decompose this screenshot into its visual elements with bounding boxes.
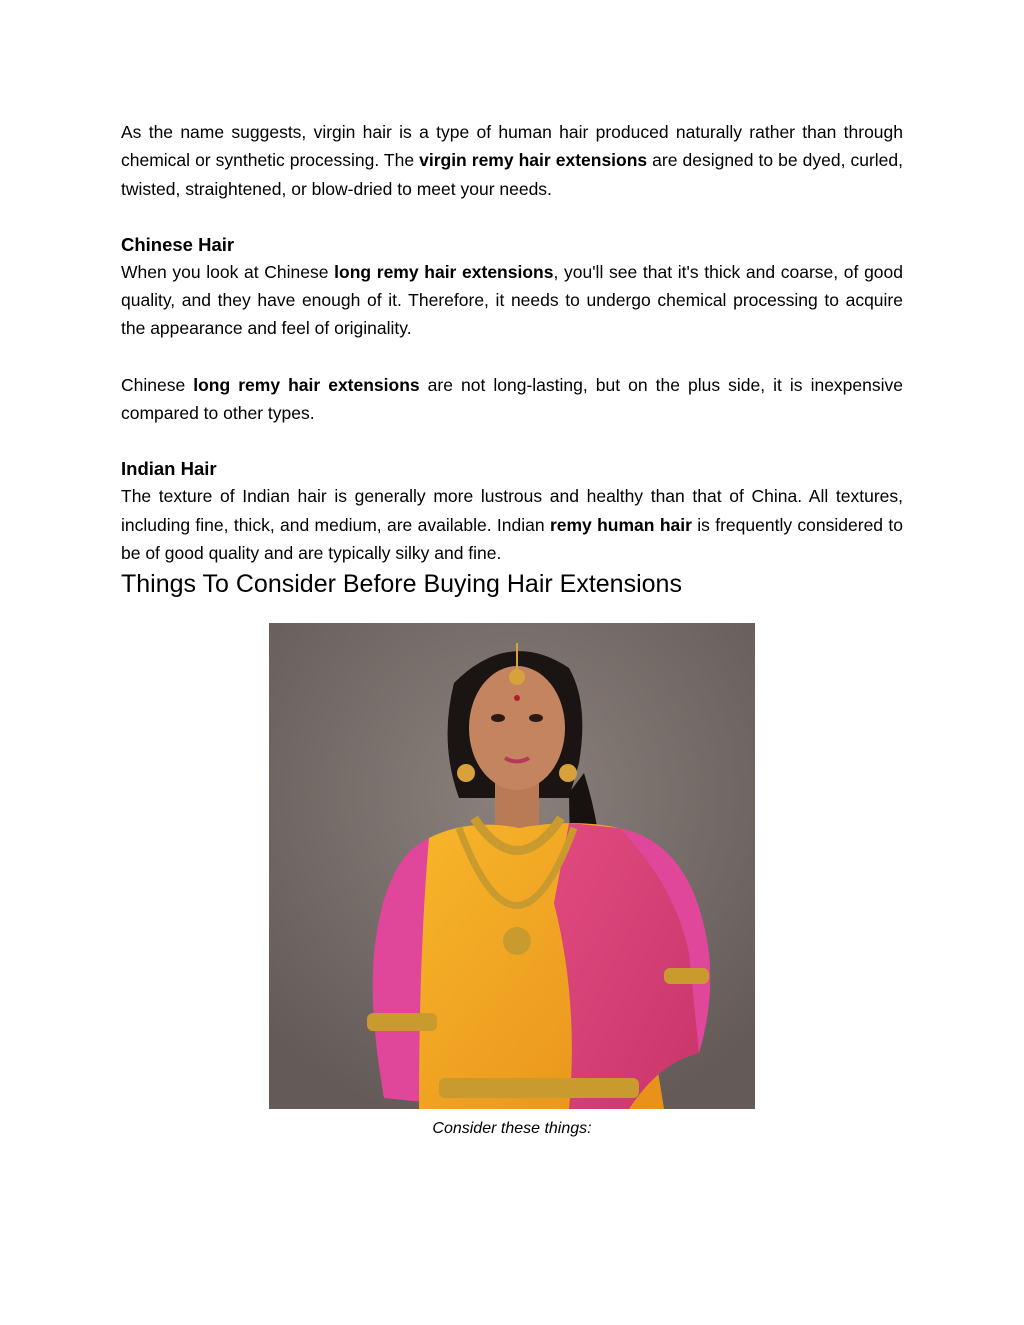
indian-text-end: is frequently considered to be of good quality and are typically silky and fine. xyxy=(121,514,903,563)
indian-text: The texture of Indian hair is generally more lustrous and healthy than that of China. All textures, including fine, thick, and medium, are available. Indian xyxy=(121,486,903,535)
chinese-p2-text-end: are not long-lasting, but on the plus side, it is inexpensive compared to other types. xyxy=(121,374,903,424)
chinese-p1-text-end: , you'll see that it's thick and coarse, of good quality, and they have enough of it. Therefore, it needs to undergo chemical processing to acquire the appearance and feel of originality. xyxy=(121,261,903,339)
chinese-hair-heading: Chinese Hair xyxy=(121,233,235,255)
document-body xyxy=(121,118,903,601)
indian-bold: remy human hair xyxy=(549,514,692,535)
bride-photo-illustration xyxy=(269,623,755,1109)
chinese-p1-bold: long remy hair extensions xyxy=(334,261,554,282)
chinese-paragraph-2 xyxy=(121,371,903,428)
chinese-p2-bold: long remy hair extensions xyxy=(193,374,420,395)
chinese-paragraph-1 xyxy=(121,258,903,343)
section-heading: Things To Consider Before Buying Hair Extensions xyxy=(121,570,682,599)
indian-paragraph xyxy=(121,482,903,567)
intro-text-end: are designed to be dyed, curled, twisted, straightened, or blow-dried to meet your needs. xyxy=(121,150,903,199)
photo-caption: Consider these things: xyxy=(432,1120,592,1137)
indian-hair-heading: Indian Hair xyxy=(121,458,217,480)
intro-bold-link: virgin remy hair extensions xyxy=(419,150,648,171)
chinese-p1-text: When you look at Chinese xyxy=(121,261,335,282)
bride-photo xyxy=(269,623,755,1109)
chinese-p2-text: Chinese xyxy=(121,374,194,395)
intro-text: As the name suggests, virgin hair is a type of human hair produced naturally rather than through chemical or synthetic processing. The xyxy=(121,122,903,171)
intro-paragraph xyxy=(121,118,903,203)
